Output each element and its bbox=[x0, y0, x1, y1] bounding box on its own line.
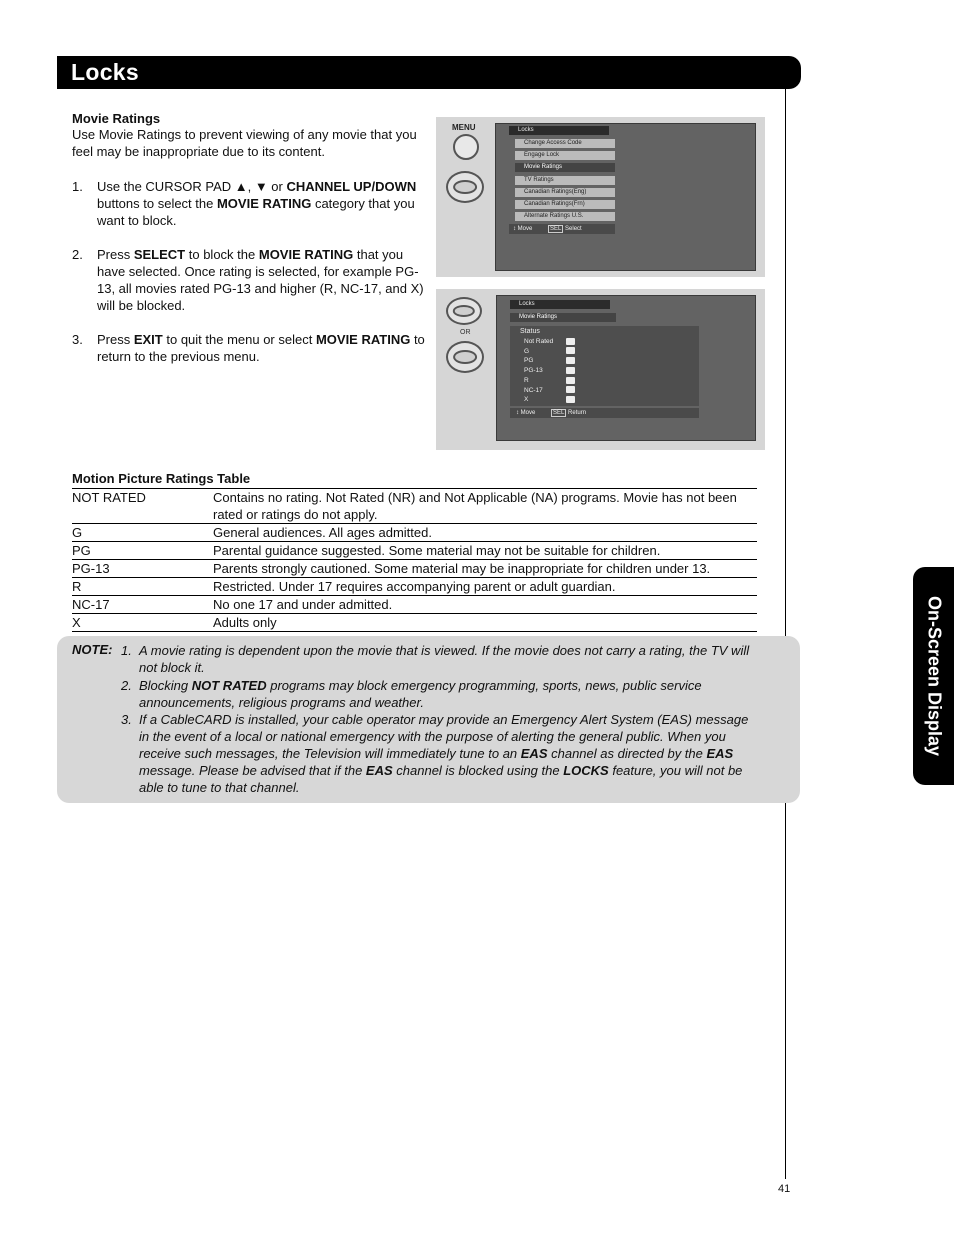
note-text: channel as directed by the bbox=[547, 746, 707, 761]
step-bold: EXIT bbox=[133, 332, 163, 347]
note-bold: LOCKS bbox=[563, 763, 609, 778]
step-text: Press bbox=[97, 332, 134, 347]
note-text: feature, you will not be able to tune to that channel. bbox=[139, 763, 743, 795]
osd-rating-name: G bbox=[524, 347, 530, 355]
osd-rating-name: Not Rated bbox=[524, 338, 554, 345]
osd-footer: ↕ Move SEL Select bbox=[509, 224, 615, 234]
step-1 bbox=[72, 178, 427, 229]
lock-icon bbox=[566, 377, 575, 384]
rating-code: NOT RATED bbox=[72, 490, 146, 505]
movie-ratings-intro bbox=[72, 111, 422, 160]
osd-rating-row[interactable] bbox=[524, 356, 575, 366]
or-label: OR bbox=[460, 329, 471, 336]
note-text: message. Please be advised that if the bbox=[139, 763, 366, 778]
osd-item-change-access-code[interactable]: Change Access Code bbox=[515, 139, 615, 148]
osd-footer-move: Move bbox=[517, 226, 533, 232]
step-text: buttons to select the bbox=[97, 196, 217, 211]
rating-description: General audiences. All ages admitted. bbox=[213, 525, 432, 540]
steps-list bbox=[72, 178, 427, 382]
rating-description: Restricted. Under 17 requires accompanying parent or adult guardian. bbox=[213, 579, 616, 594]
note-bold: EAS bbox=[706, 746, 734, 761]
table-row bbox=[72, 614, 757, 632]
note-text: Blocking bbox=[139, 678, 192, 693]
osd-rating-row[interactable] bbox=[524, 337, 575, 347]
step-number: 3. bbox=[72, 332, 83, 347]
cursor-pad-icon bbox=[446, 171, 484, 203]
osd-item-engage-lock[interactable]: Engage Lock bbox=[515, 151, 615, 160]
osd-rating-name: R bbox=[524, 376, 529, 384]
osd-status-label: Status bbox=[520, 328, 540, 335]
osd-rating-row[interactable] bbox=[524, 347, 575, 357]
ratings-table-heading: Motion Picture Ratings Table bbox=[72, 471, 251, 486]
screenshot-panel-locks-menu bbox=[436, 117, 765, 277]
cursor-pad-icon bbox=[446, 341, 484, 373]
osd-title: Locks bbox=[509, 126, 609, 135]
note-bold: EAS bbox=[365, 763, 393, 778]
osd-footer: ↕ Move SEL Return bbox=[510, 408, 699, 418]
note-text: A movie rating is dependent upon the movie that is viewed. If the movie does not carry a rating, the TV will not block it. bbox=[139, 643, 750, 675]
lock-icon bbox=[566, 338, 575, 345]
movie-ratings-heading: Movie Ratings bbox=[72, 111, 161, 126]
rating-code: R bbox=[72, 579, 82, 594]
osd-item-movie-ratings[interactable]: Movie Ratings bbox=[515, 163, 615, 172]
osd-rating-name: X bbox=[524, 396, 529, 404]
note-number: 3. bbox=[121, 712, 132, 727]
table-row bbox=[72, 596, 757, 614]
osd-rating-row[interactable] bbox=[524, 376, 575, 386]
note-item-3 bbox=[121, 711, 761, 796]
lock-icon bbox=[566, 396, 575, 403]
osd-item-canadian-ratings-frn[interactable]: Canadian Ratings(Frn) bbox=[515, 200, 615, 209]
osd-footer-select: Select bbox=[565, 226, 582, 232]
table-row bbox=[72, 489, 757, 524]
movie-ratings-intro-text: Use Movie Ratings to prevent viewing of any movie that you feel may be inappropriate due to its content. bbox=[72, 127, 417, 159]
step-text: Use the CURSOR PAD ▲, ▼ or bbox=[97, 179, 287, 194]
rating-code: X bbox=[72, 615, 81, 630]
step-text: Press bbox=[97, 247, 134, 262]
menu-button-icon bbox=[453, 134, 479, 160]
step-bold: MOVIE RATING bbox=[258, 247, 354, 262]
side-tab-label: On-Screen Display bbox=[924, 595, 944, 757]
page-title: Locks bbox=[71, 59, 139, 85]
osd-title: Locks bbox=[510, 300, 610, 309]
step-bold: MOVIE RATING bbox=[315, 332, 411, 347]
step-2 bbox=[72, 246, 427, 314]
side-tab bbox=[913, 567, 954, 785]
osd-rating-row[interactable] bbox=[524, 395, 575, 405]
note-box bbox=[57, 636, 800, 803]
header-bar bbox=[57, 56, 801, 89]
step-text: to return to the previous menu. bbox=[97, 332, 425, 364]
osd-footer-move: Move bbox=[520, 410, 536, 416]
margin-rule bbox=[785, 89, 786, 1179]
step-text: category that you want to block. bbox=[97, 196, 415, 228]
osd-rating-name: NC-17 bbox=[524, 386, 543, 394]
rating-code: NC-17 bbox=[72, 597, 110, 612]
osd-item-alternate-ratings[interactable]: Alternate Ratings U.S. bbox=[515, 212, 615, 221]
page-number: 41 bbox=[778, 1183, 791, 1195]
step-number: 2. bbox=[72, 247, 83, 262]
sel-key-icon: SEL bbox=[553, 410, 565, 416]
step-text: that you have selected. Once rating is selected, for example PG-13, all movies rated PG-13 and higher (R, NC-17, and X) will be blocked. bbox=[97, 247, 424, 313]
osd-footer-return: Return bbox=[568, 410, 587, 416]
tv-screen-movie-ratings bbox=[496, 295, 756, 441]
rating-description: Parents strongly cautioned. Some material may be inappropriate for children under 13. bbox=[213, 561, 711, 576]
step-bold: CHANNEL UP/DOWN bbox=[286, 179, 417, 194]
step-3 bbox=[72, 331, 427, 365]
note-label: NOTE: bbox=[72, 642, 113, 657]
screenshot-panel-movie-ratings bbox=[436, 289, 765, 450]
rating-description: Adults only bbox=[213, 615, 277, 630]
lock-icon bbox=[566, 386, 575, 393]
osd-rating-row[interactable] bbox=[524, 366, 575, 376]
step-text: to block the bbox=[185, 247, 259, 262]
osd-rating-list bbox=[524, 337, 575, 405]
rating-description: Parental guidance suggested. Some material may not be suitable for children. bbox=[213, 543, 661, 558]
table-row bbox=[72, 578, 757, 596]
note-text: programs may block emergency programming, sports, news, public service announcements, religious programs and weather. bbox=[139, 678, 702, 710]
note-bold: NOT RATED bbox=[191, 678, 267, 693]
step-number: 1. bbox=[72, 179, 83, 194]
osd-rating-row[interactable] bbox=[524, 386, 575, 396]
step-bold: MOVIE RATING bbox=[216, 196, 312, 211]
note-text: channel is blocked using the bbox=[392, 763, 564, 778]
note-bold: EAS bbox=[520, 746, 548, 761]
table-row bbox=[72, 560, 757, 578]
step-bold: SELECT bbox=[133, 247, 186, 262]
rating-code: G bbox=[72, 525, 83, 540]
note-number: 1. bbox=[121, 643, 132, 658]
note-item-1 bbox=[121, 642, 761, 676]
step-text: to quit the menu or select bbox=[162, 332, 316, 347]
menu-button-label: MENU bbox=[452, 123, 476, 132]
table-row bbox=[72, 524, 757, 542]
lock-icon bbox=[566, 347, 575, 354]
tv-screen-locks bbox=[495, 123, 756, 271]
ratings-table bbox=[72, 488, 757, 632]
rating-description: Contains no rating. Not Rated (NR) and Not Applicable (NA) programs. Movie has not been rated or ratings do not apply. bbox=[213, 490, 737, 522]
osd-item-canadian-ratings-eng[interactable]: Canadian Ratings(Eng) bbox=[515, 188, 615, 197]
osd-item-tv-ratings[interactable]: TV Ratings bbox=[515, 176, 615, 185]
lock-icon bbox=[566, 367, 575, 374]
note-text: If a CableCARD is installed, your cable operator may provide an Emergency Alert System (EAS) message in the event of a local or national emergency with the purpose of alerting the general public. When you receive such messages, the Television will immediately tune to an bbox=[139, 712, 749, 761]
sel-key-icon: SEL bbox=[550, 226, 562, 232]
table-row bbox=[72, 542, 757, 560]
lock-icon bbox=[566, 357, 575, 364]
rating-code: PG bbox=[72, 543, 91, 558]
select-pad-icon bbox=[446, 297, 482, 325]
rating-code: PG-13 bbox=[72, 561, 110, 576]
note-item-2 bbox=[121, 677, 761, 711]
rating-description: No one 17 and under admitted. bbox=[213, 597, 393, 612]
osd-status-panel bbox=[510, 326, 699, 406]
osd-subtitle: Movie Ratings bbox=[510, 313, 616, 322]
note-number: 2. bbox=[121, 678, 132, 693]
osd-rating-name: PG-13 bbox=[524, 367, 543, 375]
osd-rating-name: PG bbox=[524, 357, 534, 365]
